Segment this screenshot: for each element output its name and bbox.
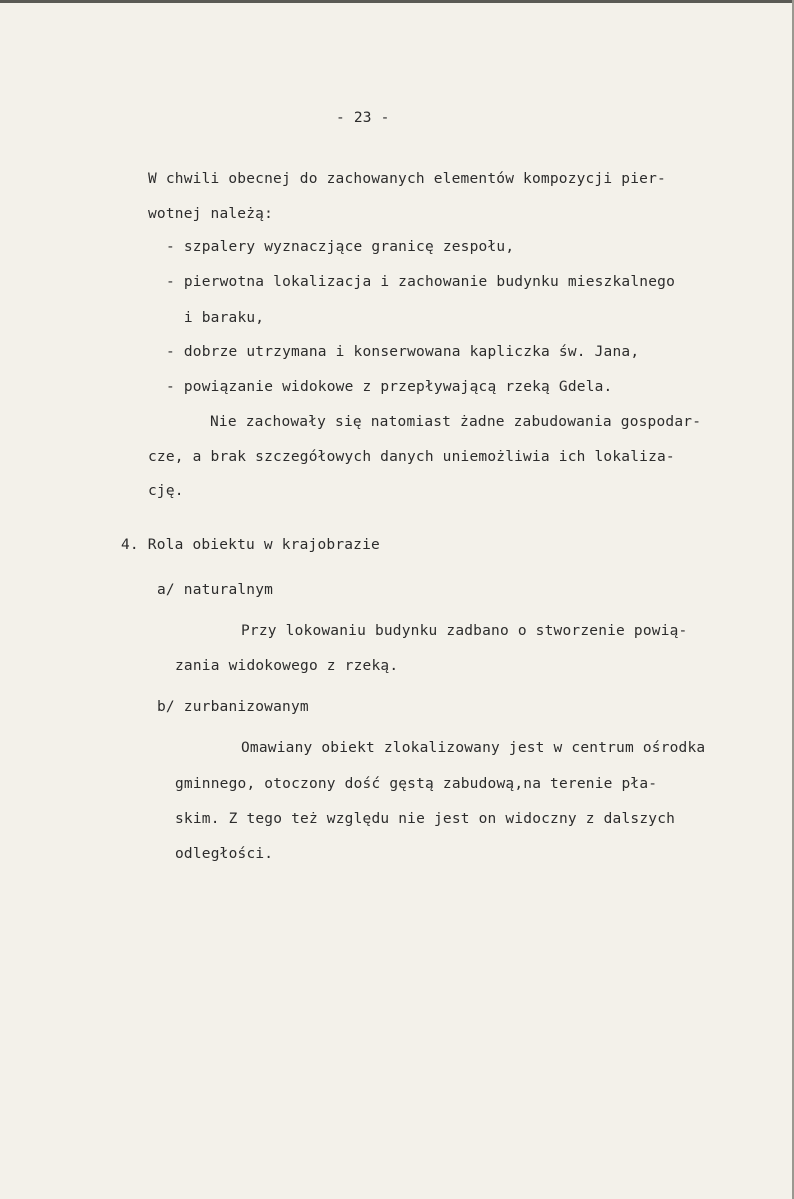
subsection-a-label: a/ naturalnym	[157, 582, 274, 598]
bullet-item: - pierwotna lokalizacja i zachowanie budynku mieszkalnego	[166, 274, 675, 290]
subsection-a-line-1: Przy lokowaniu budynku zadbano o stworzenie powią-	[241, 623, 688, 639]
bullet-item-continuation: i baraku,	[166, 310, 265, 326]
bullet-item: - szpalery wyznaczjące granicę zespołu,	[166, 239, 515, 255]
paragraph-line-2: cze, a brak szczegółowych danych uniemożliwia ich lokaliza-	[148, 449, 675, 465]
subsection-b-line-3: skim. Z tego też względu nie jest on widoczny z dalszych	[175, 811, 676, 827]
bullet-item: - powiązanie widokowe z przepływającą rzeką Gdela.	[166, 379, 613, 395]
section-heading: 4. Rola obiektu w krajobrazie	[121, 537, 380, 553]
page-number: - 23 -	[336, 110, 390, 126]
subsection-b-label: b/ zurbanizowanym	[157, 699, 309, 715]
subsection-b-line-2: gminnego, otoczony dość gęstą zabudową,na terenie pła-	[175, 776, 658, 792]
subsection-b-line-4: odległości.	[175, 846, 274, 862]
subsection-b-line-1: Omawiany obiekt zlokalizowany jest w centrum ośrodka	[241, 740, 706, 756]
intro-line-2: wotnej należą:	[148, 206, 274, 222]
bullet-item: - dobrze utrzymana i konserwowana kapliczka św. Jana,	[166, 344, 640, 360]
subsection-a-line-2: zania widokowego z rzeką.	[175, 658, 399, 674]
paragraph-line-1: Nie zachowały się natomiast żadne zabudowania gospodar-	[210, 414, 702, 430]
paragraph-line-3: cję.	[148, 483, 184, 499]
intro-line-1: W chwili obecnej do zachowanych elementów kompozycji pier-	[148, 171, 666, 187]
scan-top-edge	[0, 0, 794, 3]
